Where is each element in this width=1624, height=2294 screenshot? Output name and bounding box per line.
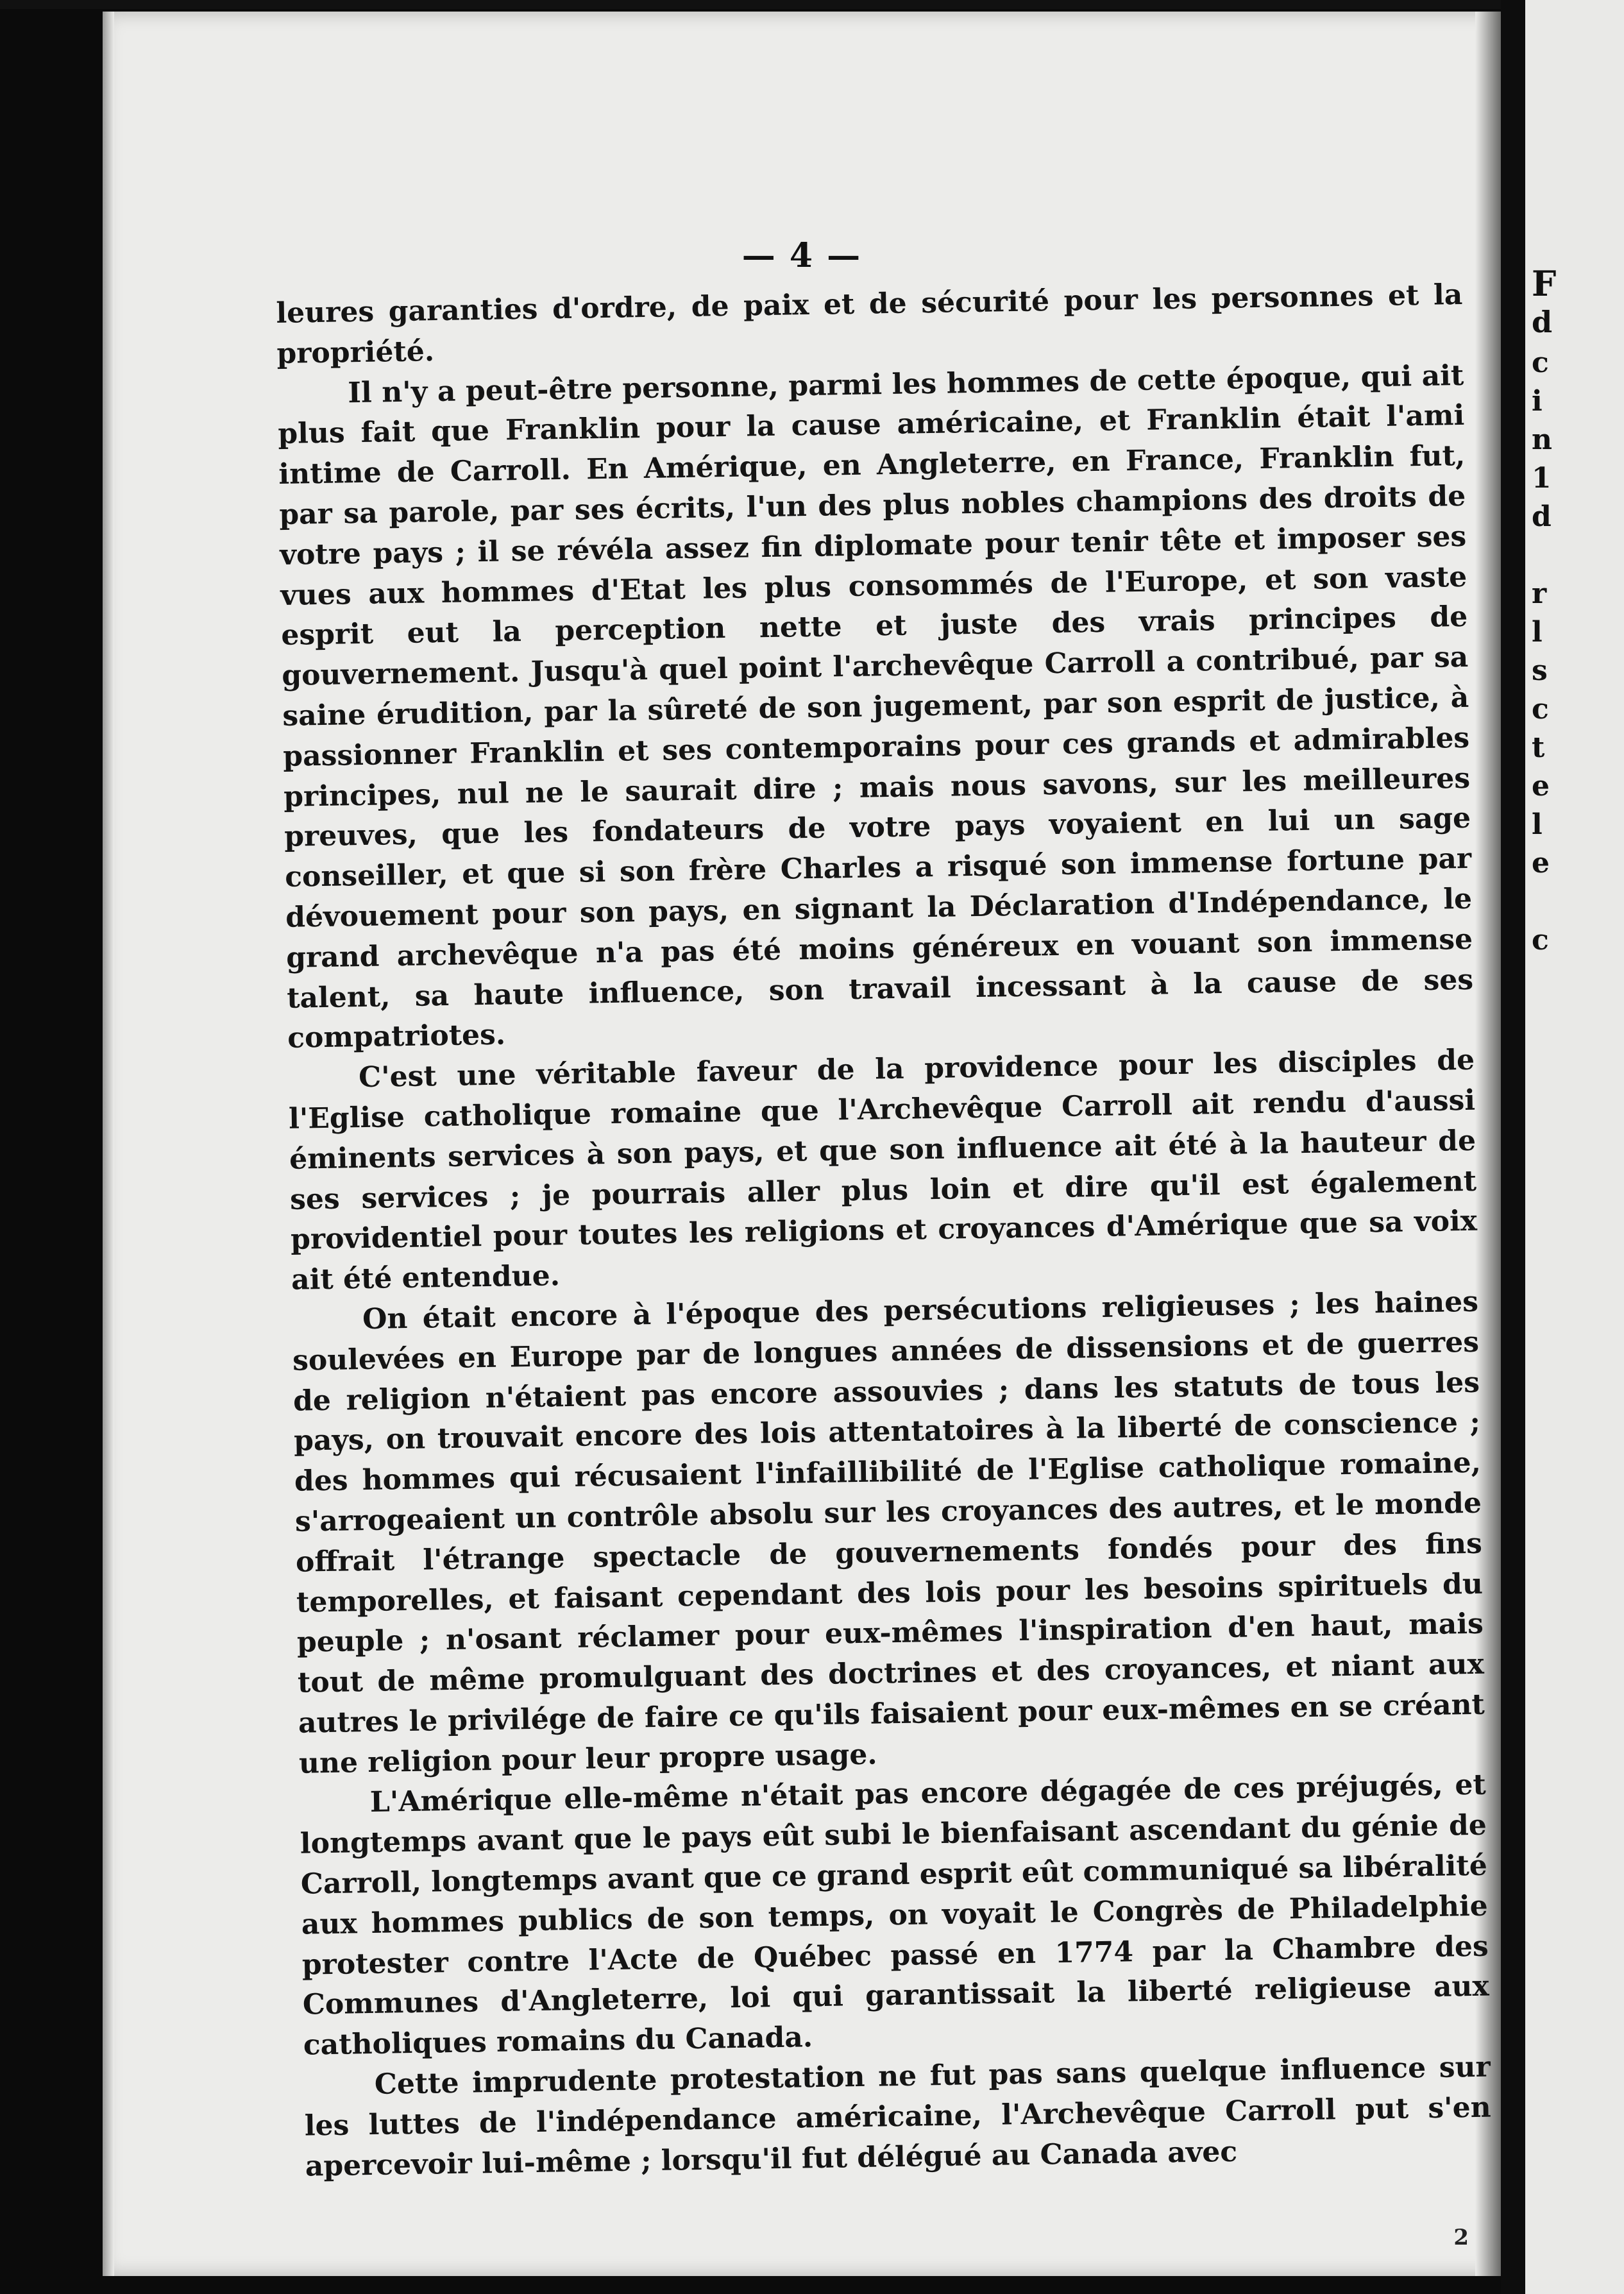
sliver-line: n [1532,423,1552,456]
paragraph-1: leures garanties d'ordre, de paix et de sécurité pour les personnes et la propriété. [276,278,1463,370]
sliver-line: t [1532,731,1545,764]
paragraph-2: Il n'y a peut-être personne, parmi les hommes de cette époque, qui ait plus fait que Franklin pour la cause américaine, et Franklin était l'ami intime de Carroll. En Amérique, en Angleterre, en France, Franklin fut, par sa parole, par ses écrits, l'un des plus nobles champions des droits de votre pays ; il se révéla assez fin diplomate pour tenir tête et imposer ses vues aux hommes d'Etat les plus consommés de l'Europe, et son vaste esprit eut la perception nette et juste des vrais principes de gouvernement. Jusqu'à quel point l'archevêque Carroll a contribué, par sa saine érudition, par la sûreté de son jugement, par son esprit de justice, à passionner Franklin et ses contemporains pour ces grands et admirables principes, nul ne le saurait dire ; mais nous savons, sur les meilleures preuves, que les fondateurs de votre pays voyaient en lui un sage conseiller, et que si son frère Charles a risqué son immense fortune par dévouement pour son pays, en signant la Déclaration d'Indépendance, le grand archevêque n'a pas été moins généreux en vouant son immense talent, sa haute influence, son travail incessant à la cause de ses compatriotes. [278,359,1474,1055]
paragraph-6: Cette imprudente protestation ne fut pas sans quelque influence sur les luttes de l'indépendance américaine, l'Archevêque Carroll put s'en apercevoir lui-même ; lorsqu'il fut délégué au Canada avec [304,2050,1492,2183]
page-left-edge [103,12,114,2276]
sliver-line: 1 [1532,462,1552,495]
sliver-line: d [1532,305,1553,339]
page-number: — 4 — [741,236,862,275]
sliver-line: e [1532,847,1550,879]
paragraph-5: L'Amérique elle-même n'était pas encore dégagée de ces préjugés, et longtemps avant que le pays eût subi le bienfaisant ascendant du génie de Carroll, longtemps avant que ce grand esprit eût communiqué sa libéralité aux hommes publics de son temps, on voyait le Congrès de Philadelphie protester contre l'Acte de Québec passé en 1774 par la Chambre des Communes d'Angleterre, loi qui garantissait la liberté religieuse aux catholiques romains du Canada. [300,1769,1490,2062]
sliver-line: c [1532,924,1549,956]
sliver-line: s [1532,654,1548,687]
sliver-line: e [1532,770,1550,803]
next-page-sliver [1525,0,1624,2294]
document-page [103,12,1501,2276]
body-text [276,275,1492,2187]
scan-top-border [0,0,1624,9]
page-gutter [1501,0,1525,2294]
paragraph-4: On était encore à l'époque des persécutions religieuses ; les haines soulevées en Europe par de longues années de dissensions et de guerres de religion n'étaient pas encore assouvies ; dans les statuts de tous les pays, on trouvait encore des lois attentatoires à la liberté de conscience ; des hommes qui récusaient l'infaillibilité de l'Eglise catholique romaine, s'arrogeaient un contrôle absolu sur les croyances des autres, et le monde offrait l'étrange spectacle de gouvernements fondés pour des fins temporelles, et faisant cependant des lois pour les besoins spirituels du peuple ; n'osant réclamer pour eux-mêmes l'inspiration d'en haut, mais tout de même promulguant des doctrines et des croyances, et niant aux autres le privilége de faire ce qu'ils faisaient pour eux-mêmes en se créant une religion pour leur propre usage. [292,1285,1485,1780]
sliver-line: F [1532,263,1557,304]
sliver-line: d [1532,500,1552,533]
sliver-line: c [1532,346,1549,379]
signature-mark: 2 [1453,2225,1469,2250]
sliver-line: i [1532,385,1543,418]
sliver-line: l [1532,616,1543,649]
sliver-line: r [1532,577,1547,610]
sliver-line: c [1532,693,1549,726]
paragraph-3: C'est une véritable faveur de la providence pour les disciples de l'Eglise catholique romaine que l'Archevêque Carroll ait rendu d'aussi éminents services à son pays, et que son influence ait été à la hauteur de ses services ; je pourrais aller plus loin et dire qu'il est également providentiel pour toutes les religions et croyances d'Amérique que sa voix ait été entendue. [288,1043,1478,1296]
sliver-line: l [1532,808,1543,841]
